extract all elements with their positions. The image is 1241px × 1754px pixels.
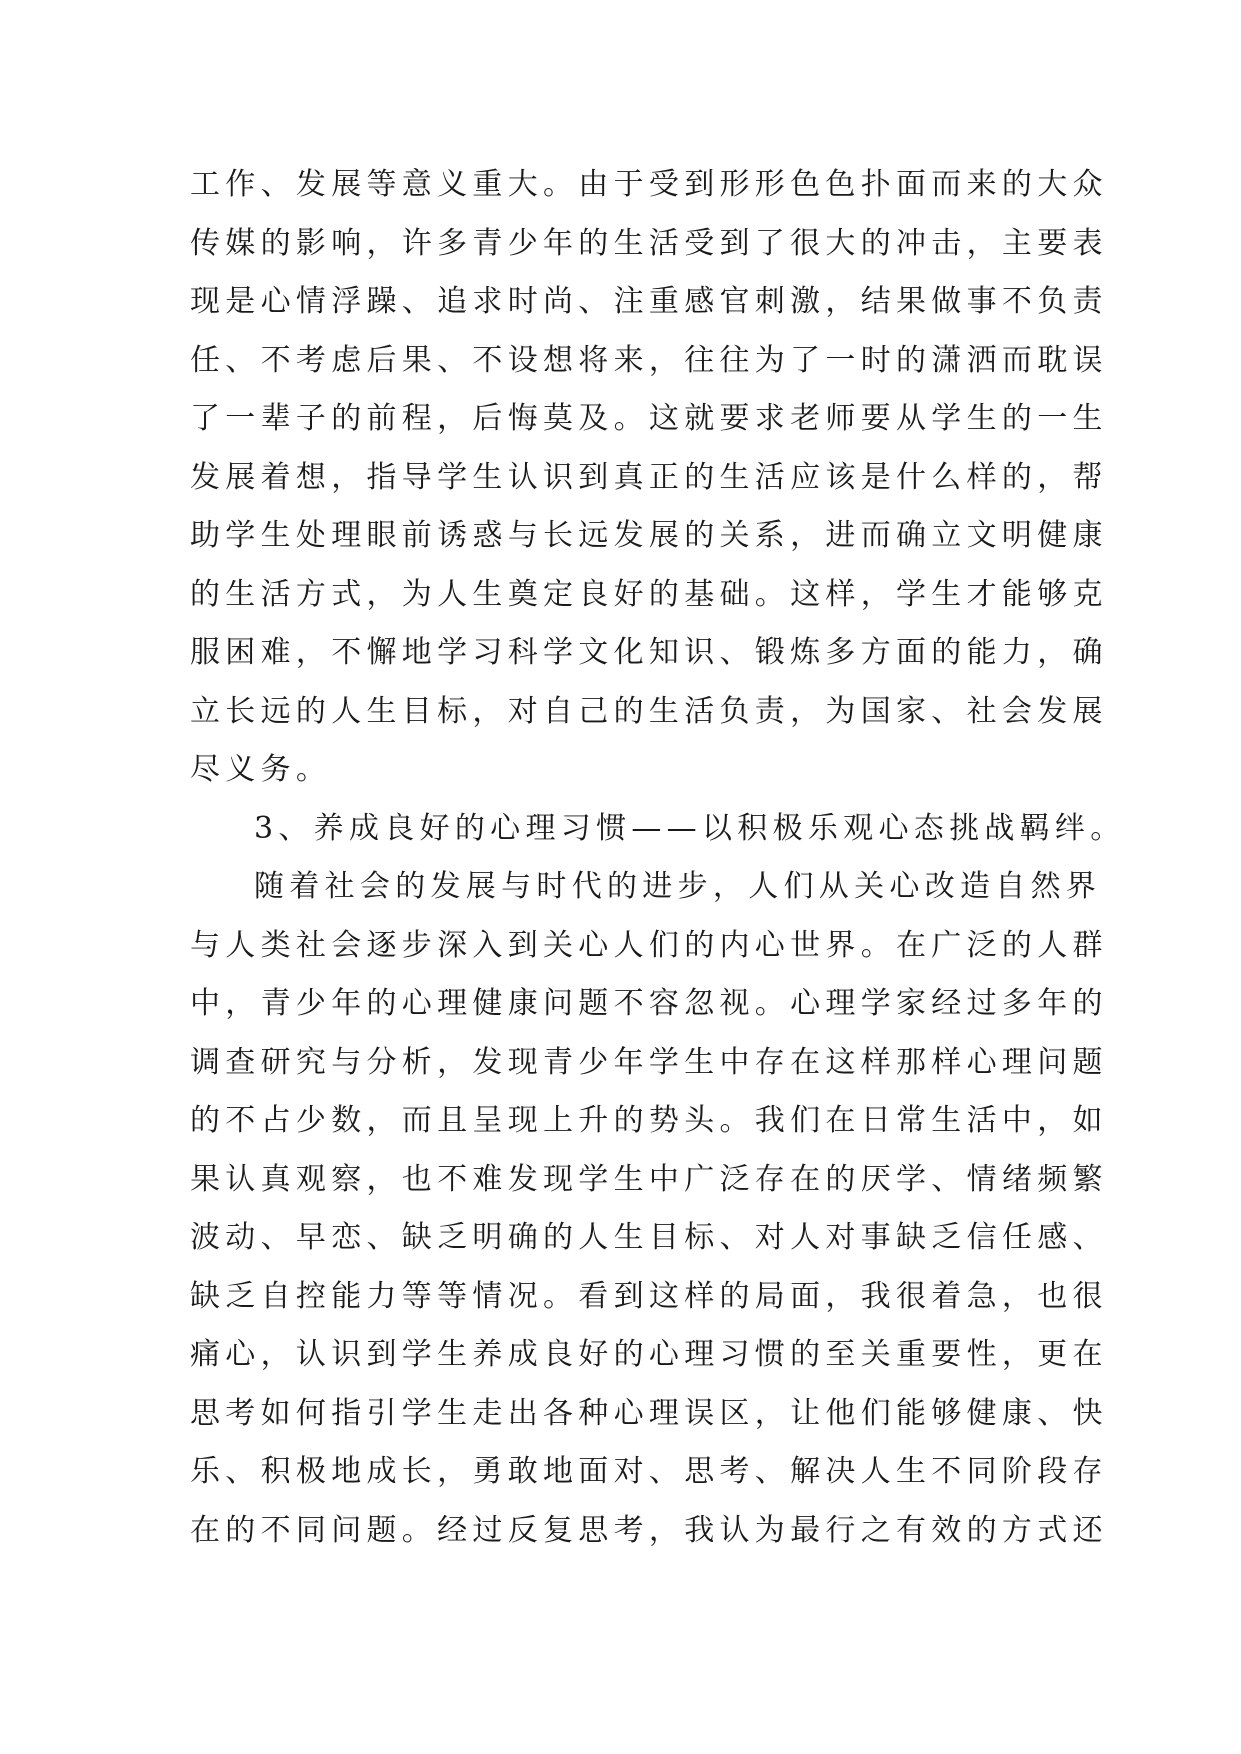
- text-line: 与人类社会逐步深入到关心人们的内心世界。在广泛的人群: [190, 927, 1108, 963]
- text-line: 痛心，认识到学生养成良好的心理习惯的至关重要性，更在: [190, 1337, 1108, 1372]
- text-line: 助学生处理眼前诱惑与长远发展的关系，进而确立文明健康: [190, 518, 1108, 553]
- text-line: 缺乏自控能力等等情况。看到这样的局面，我很着急，也很: [190, 1278, 1108, 1314]
- text-line: 中，青少年的心理健康问题不容忽视。心理学家经过多年的: [190, 986, 1108, 1021]
- section-heading: 3、养成良好的心理习惯——以积极乐观心态挑战羁绊。: [254, 810, 1126, 846]
- text-line: 发展着想，指导学生认识到真正的生活应该是什么样的，帮: [190, 459, 1108, 495]
- text-line: 波动、早恋、缺乏明确的人生目标、对人对事缺乏信任感、: [190, 1220, 1108, 1255]
- body-text: [190, 156, 1126, 1560]
- text-line: 了一辈子的前程，后悔莫及。这就要求老师要从学生的一生: [190, 401, 1108, 436]
- text-line: 工作、发展等意义重大。由于受到形形色色扑面而来的大众: [190, 167, 1108, 202]
- text-line: 现是心情浮躁、追求时尚、注重感官刺激，结果做事不负责: [190, 284, 1108, 319]
- text-line: 的生活方式，为人生奠定良好的基础。这样，学生才能够克: [190, 576, 1108, 612]
- text-line: 调查研究与分析，发现青少年学生中存在这样那样心理问题: [190, 1044, 1108, 1080]
- text-line: 思考如何指引学生走出各种心理误区，让他们能够健康、快: [190, 1395, 1108, 1431]
- text-line: 乐、积极地成长，勇敢地面对、思考、解决人生不同阶段存: [190, 1454, 1108, 1489]
- text-line: 传媒的影响，许多青少年的生活受到了很大的冲击，主要表: [190, 225, 1108, 261]
- text-line: 的不占少数，而且呈现上升的势头。我们在日常生活中，如: [190, 1103, 1108, 1138]
- text-line: 尽义务。: [190, 752, 332, 787]
- text-line: 随着社会的发展与时代的进步，人们从关心改造自然界: [254, 869, 1102, 904]
- text-line: 任、不考虑后果、不设想将来，往往为了一时的潇洒而耽误: [190, 342, 1108, 378]
- text-line: 在的不同问题。经过反复思考，我认为最行之有效的方式还: [190, 1512, 1108, 1548]
- text-line: 果认真观察，也不难发现学生中广泛存在的厌学、情绪频繁: [190, 1161, 1108, 1197]
- text-line: 服困难，不懈地学习科学文化知识、锻炼多方面的能力，确: [190, 635, 1108, 670]
- text-line: 立长远的人生目标，对自己的生活负责，为国家、社会发展: [190, 693, 1108, 729]
